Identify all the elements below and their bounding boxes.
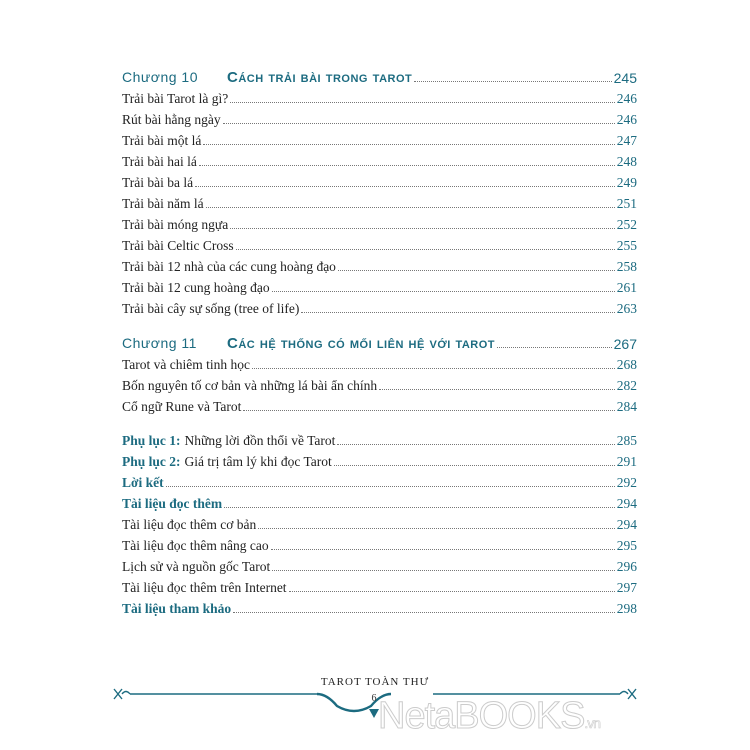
toc-entry[interactable] — [122, 555, 637, 575]
toc-entry[interactable] — [122, 234, 637, 254]
page-number: 261 — [616, 280, 637, 295]
dot-leader — [166, 485, 615, 487]
dot-leader — [195, 185, 615, 187]
dot-leader — [337, 443, 614, 445]
toc-entry[interactable] — [122, 597, 637, 617]
dot-leader — [272, 290, 615, 292]
page-number: 247 — [616, 133, 637, 148]
page-number: 263 — [616, 301, 637, 316]
watermark-logo — [378, 695, 600, 738]
page-number: 284 — [616, 399, 637, 414]
entry-title — [122, 217, 228, 233]
entry-title — [122, 475, 164, 491]
page-number: 295 — [616, 538, 637, 553]
watermark-suffix: .vn — [584, 715, 601, 731]
entry-title — [122, 433, 335, 449]
entry-label: Phụ lục 2: — [122, 454, 181, 469]
dot-leader — [497, 346, 612, 348]
entry-text: Trải bài 12 cung hoàng đạo — [122, 280, 270, 295]
entry-text: Trải bài năm lá — [122, 196, 204, 211]
entry-label: Tài liệu đọc thêm — [122, 496, 223, 511]
dot-leader — [230, 101, 614, 103]
dot-leader — [203, 143, 614, 145]
page-number: 298 — [616, 601, 637, 616]
toc-entry[interactable] — [122, 87, 637, 107]
entry-title — [122, 175, 193, 191]
entry-text: Rút bài hằng ngày — [122, 112, 221, 127]
toc-entry[interactable] — [122, 450, 637, 470]
entry-text: Cổ ngữ Rune và Tarot — [122, 399, 242, 414]
entry-text: Tài liệu đọc thêm trên Internet — [122, 580, 287, 595]
dot-leader — [206, 206, 615, 208]
entry-text: Trải bài một lá — [122, 133, 202, 148]
entry-text: Tài liệu đọc thêm cơ bản — [122, 517, 257, 532]
toc-entry[interactable] — [122, 108, 637, 128]
entry-title — [122, 301, 299, 317]
toc-entry[interactable] — [122, 171, 637, 191]
page-number: 248 — [616, 154, 637, 169]
entry-title — [122, 133, 201, 149]
page-number: 249 — [616, 175, 637, 190]
running-footer-title: TAROT TOÀN THƯ — [320, 676, 430, 688]
toc-entry[interactable] — [122, 213, 637, 233]
chapter-number: Chương 11 — [122, 335, 197, 351]
page-number: 268 — [616, 357, 637, 372]
chapter-heading — [122, 332, 637, 352]
dot-leader — [243, 409, 614, 411]
page-number: 285 — [616, 433, 637, 448]
entry-text: Những lời đồn thổi về Tarot — [184, 433, 336, 448]
entry-text: Trải bài Celtic Cross — [122, 238, 234, 253]
entry-title — [122, 259, 336, 275]
dot-leader — [223, 122, 615, 124]
dot-leader — [236, 248, 615, 250]
page-number: 252 — [616, 217, 637, 232]
entry-text: Giá trị tâm lý khi đọc Tarot — [184, 454, 332, 469]
toc-entry[interactable] — [122, 471, 637, 491]
toc-entry[interactable] — [122, 353, 637, 373]
entry-title — [122, 357, 250, 373]
dot-leader — [233, 611, 615, 613]
entry-title — [122, 280, 270, 296]
toc-entry[interactable] — [122, 374, 637, 394]
dot-leader — [289, 590, 615, 592]
dot-leader — [272, 569, 615, 571]
entry-title — [122, 238, 234, 254]
toc-entry[interactable] — [122, 297, 637, 317]
entry-text: Trải bài Tarot là gì? — [122, 91, 229, 106]
page-number: 296 — [616, 559, 637, 574]
entry-label: Lời kết — [122, 475, 164, 490]
toc-entry[interactable] — [122, 576, 637, 596]
entry-text: Lịch sử và nguồn gốc Tarot — [122, 559, 271, 574]
entry-title — [122, 517, 256, 533]
page-number: 294 — [616, 517, 637, 532]
dot-leader — [199, 164, 615, 166]
entry-text: Trải bài ba lá — [122, 175, 194, 190]
entry-title — [122, 112, 221, 128]
entry-label: Phụ lục 1: — [122, 433, 181, 448]
chapter-title: Các hệ thống có mối liên hệ với tarot — [227, 335, 496, 352]
entry-title — [122, 496, 222, 512]
page-number: 297 — [616, 580, 637, 595]
dot-leader — [230, 227, 615, 229]
page-number: 282 — [616, 378, 637, 393]
dot-leader — [414, 80, 611, 82]
page-number: 246 — [616, 112, 637, 127]
toc-entry[interactable] — [122, 150, 637, 170]
page-number: 251 — [616, 196, 637, 211]
entry-title — [122, 454, 332, 470]
dot-leader — [338, 269, 615, 271]
page-number: 294 — [616, 496, 637, 511]
entry-title — [122, 378, 377, 394]
entry-title — [122, 580, 287, 596]
dot-leader — [271, 548, 615, 550]
entry-title — [122, 154, 197, 170]
entry-title — [122, 399, 241, 415]
toc-entry[interactable] — [122, 395, 637, 415]
entry-text: Bốn nguyên tố cơ bản và những lá bài ẩn chính — [122, 378, 378, 393]
chapter-title: Cách trải bài trong tarot — [227, 69, 413, 86]
toc-entry[interactable] — [122, 192, 637, 212]
chapter-number: Chương 10 — [122, 69, 198, 85]
toc-entry[interactable] — [122, 276, 637, 296]
entry-text: Trải bài móng ngựa — [122, 217, 229, 232]
watermark-brand: NetaBOOKS — [378, 695, 585, 737]
entry-title — [122, 538, 269, 554]
chapter-heading — [122, 66, 637, 86]
toc-entry[interactable] — [122, 534, 637, 554]
page-number: 255 — [616, 238, 637, 253]
dot-leader — [379, 388, 615, 390]
page-number: 258 — [616, 259, 637, 274]
entry-title — [122, 601, 231, 617]
page-number: 267 — [613, 336, 637, 352]
toc-entry[interactable] — [122, 513, 637, 533]
entry-text: Trải bài cây sự sống (tree of life) — [122, 301, 300, 316]
dot-leader — [334, 464, 615, 466]
dot-leader — [252, 367, 615, 369]
entry-label: Tài liệu tham khảo — [122, 601, 232, 616]
entry-title — [122, 91, 228, 107]
dot-leader — [301, 311, 614, 313]
dot-leader — [224, 506, 615, 508]
page-number: 291 — [616, 454, 637, 469]
page-number: 292 — [616, 475, 637, 490]
dot-leader — [258, 527, 615, 529]
entry-text: Tarot và chiêm tinh học — [122, 357, 251, 372]
toc-entry[interactable] — [122, 129, 637, 149]
page-number: 245 — [613, 70, 637, 86]
page-number: 6 — [371, 693, 377, 704]
entry-text: Trải bài 12 nhà của các cung hoàng đạo — [122, 259, 336, 274]
toc-entry[interactable] — [122, 492, 637, 512]
page-number: 246 — [616, 91, 637, 106]
entry-text: Trải bài hai lá — [122, 154, 197, 169]
toc-entry[interactable] — [122, 255, 637, 275]
entry-title — [122, 196, 204, 212]
toc-entry[interactable] — [122, 429, 637, 449]
entry-title — [122, 559, 270, 575]
entry-text: Tài liệu đọc thêm nâng cao — [122, 538, 269, 553]
